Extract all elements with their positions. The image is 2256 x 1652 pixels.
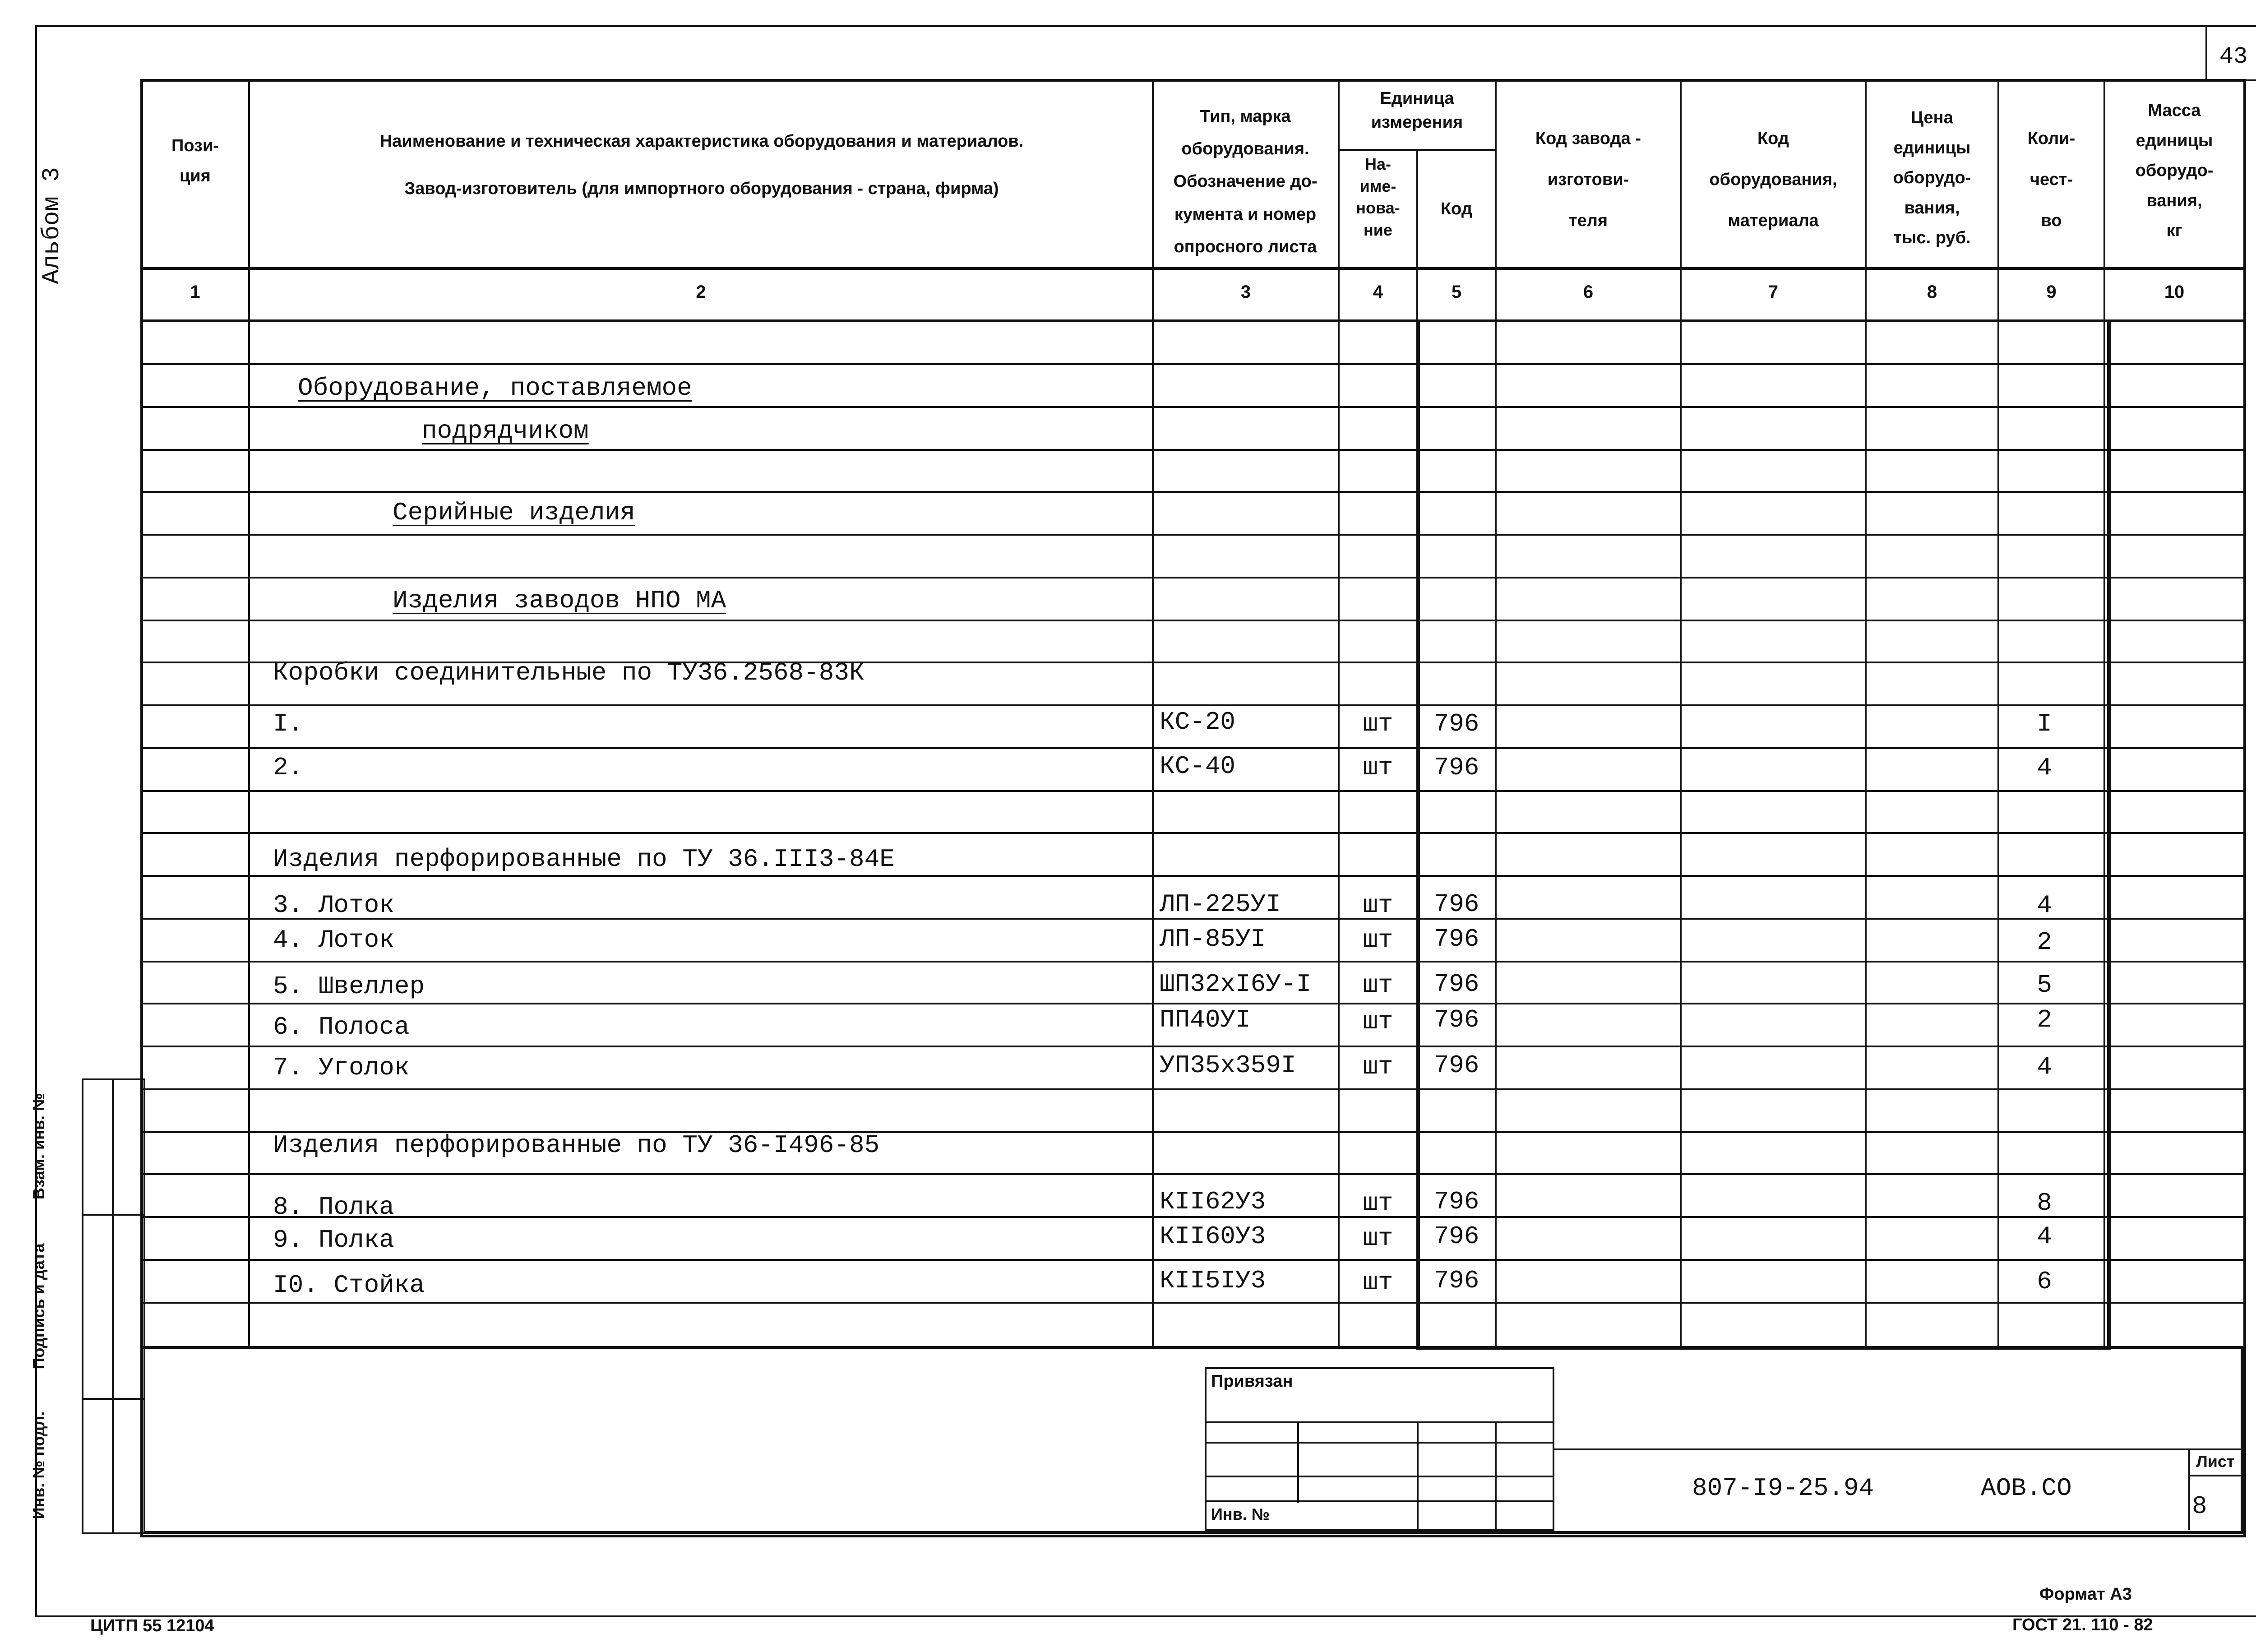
- row-type: ЛП-85УI: [1160, 925, 1266, 953]
- row-unit: шт: [1363, 1189, 1393, 1217]
- row-line: [140, 1216, 2243, 1218]
- row-qty: 2: [2037, 1005, 2052, 1034]
- header-col4-5: Единица измерения: [1371, 89, 1463, 132]
- row-qty: I: [2037, 709, 2052, 738]
- privyazan-line: [1205, 1442, 1553, 1444]
- row-line: [140, 534, 2243, 536]
- colnum-3: 3: [1240, 282, 1251, 302]
- side-stamp-line: [82, 1214, 143, 1216]
- privyazan-line: [1205, 1421, 1553, 1423]
- privyazan-line: [1205, 1500, 1553, 1502]
- group-heading-perforated-2: Изделия перфорированные по ТУ 36-I496-85: [273, 1131, 880, 1160]
- section-heading-serial: Серийные изделия: [393, 498, 635, 527]
- row-line: [140, 961, 2243, 963]
- row-type: КII60У3: [1160, 1222, 1266, 1251]
- row-line: [140, 449, 2243, 451]
- side-stamp-line: [82, 1398, 143, 1400]
- side-stamp-divider: [112, 1078, 114, 1532]
- colnum-6: 6: [1583, 282, 1594, 302]
- group-heading-boxes: Коробки соединительные по ТУ36.2568-83К: [273, 658, 864, 687]
- row-unit: шт: [1363, 1052, 1393, 1081]
- row-qty: 2: [2037, 928, 2052, 957]
- privyazan-line: [1205, 1476, 1553, 1477]
- row-unit: шт: [1363, 1007, 1393, 1036]
- row-line: [140, 832, 2243, 834]
- row-type: КII62У3: [1160, 1187, 1266, 1216]
- row-qty: 4: [2037, 1222, 2052, 1251]
- row-code: 796: [1433, 1051, 1479, 1080]
- row-line: [140, 491, 2243, 493]
- header-col1: Пози- ция: [171, 136, 219, 185]
- colnum-2: 2: [696, 282, 706, 302]
- doc-code: 807-I9-25.94: [1692, 1474, 1874, 1503]
- row-name: I0. Стойка: [273, 1271, 425, 1300]
- page-number: 43: [2219, 43, 2248, 70]
- section-heading-contractor: подрядчиком: [422, 416, 589, 445]
- colnum-1: 1: [190, 282, 200, 302]
- row-type: УП35х359I: [1160, 1051, 1296, 1080]
- row-type: ЛП-225УI: [1160, 890, 1281, 919]
- footer-gost: ГОСТ 21. 110 - 82: [2012, 1615, 2153, 1634]
- row-name: 5. Швеллер: [273, 972, 425, 1001]
- row-unit: шт: [1363, 891, 1393, 920]
- row-code: 796: [1433, 1187, 1479, 1216]
- header-col2-line2: Завод-изготовитель (для импортного оборудования - страна, фирма): [404, 179, 999, 198]
- row-qty: 5: [2037, 971, 2052, 1000]
- row-line: [140, 875, 2243, 877]
- row-name: 6. Полоса: [273, 1013, 410, 1041]
- group-heading-perforated-1: Изделия перфорированные по ТУ 36.III3-84Е: [273, 845, 895, 874]
- row-line: [140, 1046, 2243, 1047]
- row-qty: 4: [2037, 1052, 2052, 1081]
- privyazan-vline: [1417, 1421, 1419, 1530]
- colnum-5: 5: [1451, 282, 1462, 302]
- doc-code-top-line: [1553, 1448, 2241, 1450]
- row-line: [140, 577, 2243, 578]
- row-type: КII5IУ3: [1160, 1266, 1266, 1295]
- row-line: [140, 1088, 2243, 1090]
- colnum-4: 4: [1373, 282, 1383, 302]
- header-col6: Код завода - изготови- теля: [1535, 129, 1641, 231]
- side-stamp-podpis: Подпись и дата: [29, 1243, 48, 1370]
- header-col7: Код оборудования, материала: [1709, 129, 1837, 231]
- row-type: КС-40: [1160, 752, 1236, 781]
- row-qty: 8: [2037, 1189, 2052, 1217]
- header-col8: Цена единицы оборудо- вания, тыс. руб.: [1893, 108, 1971, 247]
- row-code: 796: [1433, 1266, 1479, 1295]
- row-code: 796: [1433, 709, 1479, 738]
- row-type: ПП40УI: [1160, 1005, 1251, 1034]
- side-stamp-inv: Инв. № подл.: [29, 1411, 48, 1519]
- row-code: 796: [1433, 1222, 1479, 1251]
- album-label: Альбом 3: [38, 167, 66, 284]
- privyazan-vline: [1297, 1421, 1299, 1503]
- header-col4: На- име- нова- ние: [1356, 155, 1400, 239]
- title-block-frame: [143, 1346, 2243, 1534]
- row-line: [140, 620, 2243, 621]
- row-unit: шт: [1363, 1268, 1393, 1297]
- row-line: [140, 790, 2243, 792]
- col-line-1: [248, 79, 250, 1347]
- section-heading-npo: Изделия заводов НПО МА: [393, 586, 726, 615]
- row-name: 7. Уголок: [273, 1053, 410, 1082]
- row-unit: шт: [1363, 971, 1393, 1000]
- header-col2-line1: Наименование и техническая характеристика оборудования и материалов.: [379, 132, 1024, 151]
- row-qty: 4: [2037, 753, 2052, 782]
- footer-format: Формат А3: [2039, 1585, 2132, 1604]
- row-line: [140, 1173, 2243, 1175]
- colnum-7: 7: [1768, 282, 1779, 302]
- colnum-8: 8: [1927, 282, 1937, 302]
- privyazan-label: Привязан: [1211, 1372, 1293, 1391]
- header-col9: Коли- чест- во: [2027, 129, 2076, 231]
- row-code: 796: [1433, 890, 1479, 919]
- side-stamp-vzam: Взам. инв. №: [29, 1092, 48, 1200]
- row-type: КС-20: [1160, 708, 1236, 736]
- row-unit: шт: [1363, 925, 1393, 954]
- row-name: 4. Лоток: [273, 925, 394, 954]
- sheet-number: 8: [2192, 1492, 2207, 1521]
- row-line: [140, 704, 2243, 706]
- row-line: [140, 1302, 2243, 1304]
- row-line: [140, 406, 2243, 408]
- header-col10: Масса единицы оборудо- вания, кг: [2135, 101, 2214, 240]
- row-unit: шт: [1363, 1224, 1393, 1253]
- row-code: 796: [1433, 925, 1479, 953]
- row-qty: 6: [2037, 1267, 2052, 1296]
- section-heading-supplied: Оборудование, поставляемое: [298, 374, 692, 403]
- col-line-2: [1152, 79, 1154, 1347]
- row-code: 796: [1433, 753, 1479, 782]
- row-line: [140, 363, 2243, 365]
- footer-left: ЦИТП 55 12104: [90, 1616, 214, 1635]
- row-name: 3. Лоток: [273, 891, 394, 920]
- set-code: АОВ.СО: [1981, 1474, 2072, 1503]
- inv-no-label: Инв. №: [1211, 1505, 1270, 1523]
- row-unit: шт: [1363, 753, 1393, 782]
- row-type: ШП32хI6У-I: [1160, 970, 1312, 999]
- row-name: I.: [273, 709, 304, 738]
- row-name: 9. Полка: [273, 1226, 394, 1254]
- header-col5: Код: [1440, 199, 1473, 218]
- header-bottom-line: [140, 267, 2243, 270]
- sheet-box-line: [2188, 1475, 2242, 1476]
- row-unit: шт: [1363, 709, 1393, 738]
- row-line: [140, 1259, 2243, 1261]
- row-name: 8. Полка: [273, 1193, 394, 1222]
- row-line: [140, 1003, 2243, 1004]
- row-name: 2.: [273, 753, 304, 782]
- colnum-10: 10: [2164, 282, 2185, 302]
- sheet-label: Лист: [2196, 1452, 2235, 1471]
- privyazan-vline: [1495, 1421, 1497, 1530]
- colnum-9: 9: [2046, 282, 2057, 302]
- row-code: 796: [1433, 1005, 1479, 1034]
- row-line: [140, 747, 2243, 749]
- row-qty: 4: [2037, 891, 2052, 920]
- header-col3: Тип, марка оборудования. Обозначение до- кумента и номер опросного листа: [1173, 107, 1318, 256]
- row-code: 796: [1433, 970, 1479, 999]
